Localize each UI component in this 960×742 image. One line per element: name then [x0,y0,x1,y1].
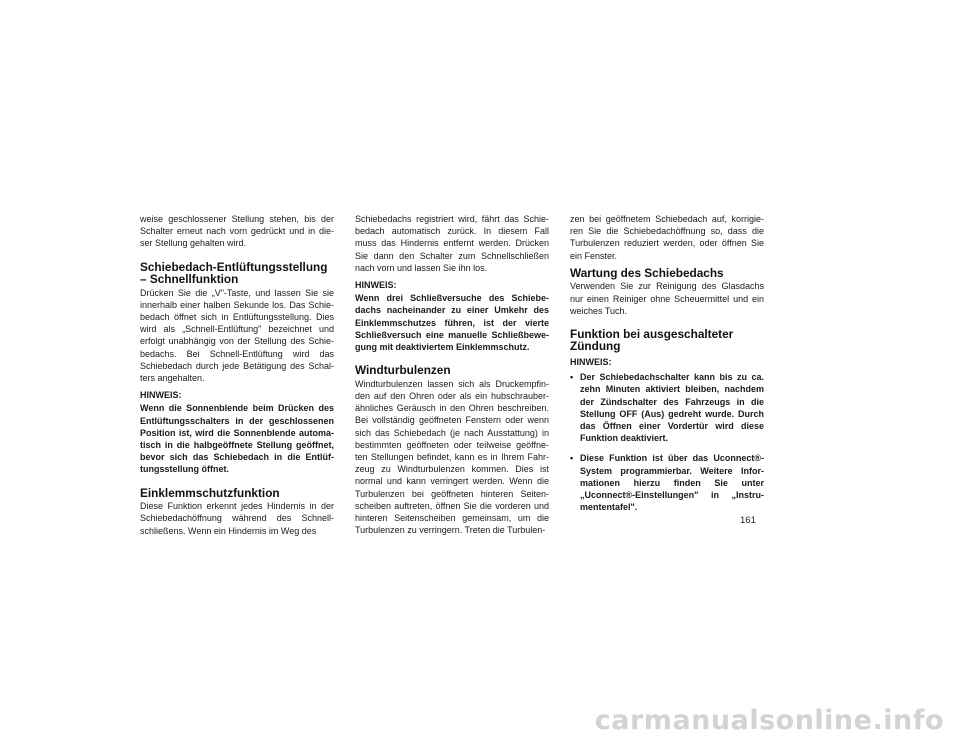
section-heading-pinch-protection: Einklemmschutzfunktion [140,485,280,500]
list-item-text: Der Schiebedachschalter kann bis zu ca. zehn Minuten aktiviert bleiben, nachdem der Zündschalter des Fahrzeugs in die Stellung OFF (Aus) gedreht wurde. Durch das Öffnen einer Vordertür wird diese Funktion deaktiviert. [580,372,764,444]
maintenance-paragraph: Verwenden Sie zur Reinigung des Glasdachs nur einen Reiniger ohne Scheuermittel und ein weiches Tuch. [570,281,764,316]
pinch-continued-paragraph: Schiebedachs registriert wird, fährt das Schie- bedach automatisch zurück. In diesem Fall muss das Hindernis entfernt werden. Drücken Sie dann den Schalter zum Schnellschließen nach vorn und lassen Sie ihn los. [355,214,549,273]
section-heading-wind-buffeting: Windturbulenzen [355,363,451,378]
wind-buffeting-paragraph: Windturbulenzen lassen sich als Druckempfin- den auf den Ohren oder als ein hubschrauber- ähnliches Geräusch in den Ohren beschreiben. Bei vollständig geöffneten Fenstern oder wenn sich das Schiebedach (je nach Ausstattung) in bestimmten geöffneten oder teilweise geöffne- ten Stellungen befindet, kann es in Ihrem Fahr- zeug zu Windturbulenzen kommen. Dies ist normal und kann verringert werden. Wenn die Turbulenzen bei geöffneten hinteren Seiten- scheiben auftreten, öffnen Sie die vorderen und hinteren Seitenscheiben gemeinsam, um die Turbulenzen zu verringern. Treten die Turbulen- [355,378,549,536]
watermark-text: carmanualsonline.info [594,705,944,736]
list-item-text: Diese Funktion ist über das Uconnect®- System programmierbar. Weitere Infor- mationen hierzu finden Sie unter „Uconnect®-Einstellungen" in „Instru- mententafel". [580,453,764,513]
bullet-icon: • [570,453,574,464]
note-text-sunshade: Wenn die Sonnenblende beim Drücken des Entlüftungsschalters in der geschlossenen Position ist, wird die Sonnenblende automa- tisch in die halbgeöffnete Stellung geöffnet, bevor sich das Schiebedach in die Entlüf- tungsstellung öffnet. [140,403,334,475]
bullet-icon: • [570,372,574,383]
list-item [570,452,764,513]
section-heading-maintenance: Wartung des Schiebedachs [570,265,724,280]
text-column-left [140,213,334,542]
page-number: 161 [740,515,756,526]
note-label: HINWEIS: [140,390,182,401]
note-bullet-list [570,371,764,513]
section-heading-ignition-off: Funktion bei ausgeschalteter Zündung [570,326,734,354]
note-label: HINWEIS: [570,356,612,367]
buffeting-continued-paragraph: zen bei geöffnetem Schiebedach auf, korrigie- ren Sie die Schiebedachöffnung so, dass die Turbulenzen reduziert werden, oder öffnen Sie ein Fenster. [570,214,764,261]
text-column-right [570,213,764,521]
intro-paragraph: weise geschlossener Stellung stehen, bis der Schalter erneut nach vorn gedrückt und in die- ser Stellung gehalten wird. [140,214,334,249]
note-label: HINWEIS: [355,280,397,291]
note-text-closing-attempts: Wenn drei Schließversuche des Schiebe- dachs nacheinander zu einer Umkehr des Einklemmschutzes führen, ist der vierte Schließversuch eine manuelle Schließbewe- gung mit deaktiviertem Einklemmschutz. [355,293,549,353]
vent-express-paragraph: Drücken Sie die „V"-Taste, und lassen Sie sie innerhalb einer halben Sekunde los. Das Schie- bedach öffnet sich in Entlüftungsstellung. Dies wird als „Schnell-Entlüftung" bezeichnet und erfolgt unabhängig von der Stellung des Schie- bedachs. Bei Schnell-Entlüftung wird das Schiebedach durch jede Betätigung des Schal- ters angehalten. [140,287,334,384]
section-heading-vent-express: Schiebedach-Entlüftungsstellung – Schnellfunktion [140,259,328,287]
pinch-protection-paragraph: Diese Funktion erkennt jedes Hindernis in der Schiebedachöffnung während des Schnell- schließens. Wenn ein Hindernis im Weg des [140,501,334,536]
text-column-middle [355,213,549,541]
list-item [570,371,764,444]
